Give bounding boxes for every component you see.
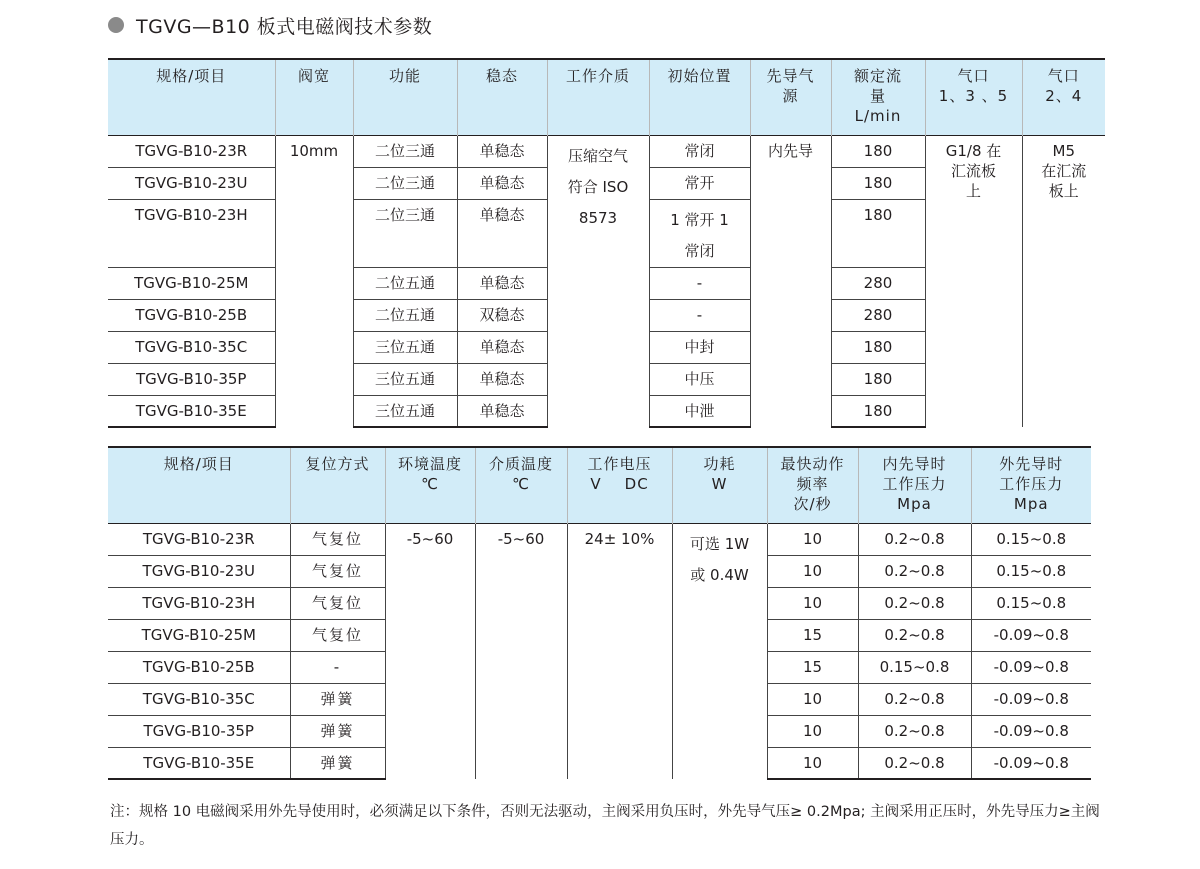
spec-table-1 <box>108 58 1105 428</box>
voltage-cell: 24± 10% <box>567 523 672 779</box>
model-cell: TGVG-B10-35C <box>108 683 290 715</box>
model-cell: TGVG-B10-35E <box>108 395 275 427</box>
header-stability: 稳态 <box>457 59 547 135</box>
header-pilot: 先导气 源 <box>750 59 831 135</box>
header-medium-temp: 介质温度 ℃ <box>475 447 567 523</box>
reset-cell: 弹簧 <box>290 715 385 747</box>
power-cell: 可选 1W 或 0.4W <box>672 523 767 779</box>
frequency-cell: 10 <box>767 555 858 587</box>
model-cell: TGVG-B10-35P <box>108 715 290 747</box>
outer-pressure-cell: -0.09~0.8 <box>971 747 1091 779</box>
header-reset: 复位方式 <box>290 447 385 523</box>
position-cell: 中封 <box>649 331 750 363</box>
section-title <box>108 10 432 40</box>
table1-header-row <box>108 59 1105 135</box>
frequency-cell: 10 <box>767 715 858 747</box>
header-port-24: 气口 2、4 <box>1022 59 1105 135</box>
title-text: TGVG—B10 板式电磁阀技术参数 <box>136 15 433 38</box>
model-cell: TGVG-B10-23H <box>108 587 290 619</box>
flow-cell: 180 <box>831 167 925 199</box>
inner-pressure-cell: 0.2~0.8 <box>858 747 971 779</box>
model-cell: TGVG-B10-25M <box>108 619 290 651</box>
function-cell: 三位五通 <box>353 363 457 395</box>
function-cell: 三位五通 <box>353 331 457 363</box>
model-cell: TGVG-B10-25B <box>108 299 275 331</box>
model-cell: TGVG-B10-35C <box>108 331 275 363</box>
inner-pressure-cell: 0.2~0.8 <box>858 683 971 715</box>
stability-cell: 单稳态 <box>457 135 547 167</box>
position-cell: - <box>649 267 750 299</box>
header-outer-pressure: 外先导时 工作压力 Mpa <box>971 447 1091 523</box>
table-row <box>108 135 1105 167</box>
function-cell: 二位三通 <box>353 135 457 167</box>
pilot-cell: 内先导 <box>750 135 831 427</box>
header-medium: 工作介质 <box>547 59 649 135</box>
function-cell: 二位三通 <box>353 167 457 199</box>
table-row <box>108 523 1091 555</box>
header-port-135: 气口 1、3 、5 <box>925 59 1022 135</box>
model-cell: TGVG-B10-25B <box>108 651 290 683</box>
frequency-cell: 10 <box>767 587 858 619</box>
header-frequency: 最快动作 频率 次/秒 <box>767 447 858 523</box>
header-model: 规格/项目 <box>108 59 275 135</box>
medium-cell: 压缩空气 符合 ISO 8573 <box>547 135 649 427</box>
position-cell: 1 常开 1 常闭 <box>649 199 750 267</box>
header-width: 阀宽 <box>275 59 353 135</box>
header-position: 初始位置 <box>649 59 750 135</box>
inner-pressure-cell: 0.2~0.8 <box>858 715 971 747</box>
stability-cell: 单稳态 <box>457 331 547 363</box>
stability-cell: 双稳态 <box>457 299 547 331</box>
model-cell: TGVG-B10-23R <box>108 523 290 555</box>
outer-pressure-cell: -0.09~0.8 <box>971 651 1091 683</box>
reset-cell: 气复位 <box>290 587 385 619</box>
model-cell: TGVG-B10-23H <box>108 199 275 267</box>
reset-cell: 气复位 <box>290 555 385 587</box>
function-cell: 二位三通 <box>353 199 457 267</box>
stability-cell: 单稳态 <box>457 395 547 427</box>
flow-cell: 180 <box>831 395 925 427</box>
flow-cell: 280 <box>831 299 925 331</box>
function-cell: 三位五通 <box>353 395 457 427</box>
header-function: 功能 <box>353 59 457 135</box>
stability-cell: 单稳态 <box>457 199 547 267</box>
frequency-cell: 10 <box>767 523 858 555</box>
position-cell: - <box>649 299 750 331</box>
header-inner-pressure: 内先导时 工作压力 Mpa <box>858 447 971 523</box>
outer-pressure-cell: 0.15~0.8 <box>971 523 1091 555</box>
reset-cell: 弹簧 <box>290 747 385 779</box>
port-24-cell: M5 在汇流 板上 <box>1022 135 1105 427</box>
function-cell: 二位五通 <box>353 299 457 331</box>
flow-cell: 180 <box>831 199 925 267</box>
inner-pressure-cell: 0.2~0.8 <box>858 555 971 587</box>
header-power: 功耗 W <box>672 447 767 523</box>
inner-pressure-cell: 0.2~0.8 <box>858 523 971 555</box>
flow-cell: 280 <box>831 267 925 299</box>
model-cell: TGVG-B10-23U <box>108 555 290 587</box>
medium-temp-cell: -5~60 <box>475 523 567 779</box>
frequency-cell: 15 <box>767 619 858 651</box>
footnote: 注：规格 10 电磁阀采用外先导使用时，必须满足以下条件，否则无法驱动，主阀采用负压时，外先导气压≥ 0.2Mpa; 主阀采用正压时，外先导压力≥主阀压力。 <box>110 804 1100 848</box>
outer-pressure-cell: -0.09~0.8 <box>971 619 1091 651</box>
table2-header-row <box>108 447 1091 523</box>
frequency-cell: 10 <box>767 747 858 779</box>
function-cell: 二位五通 <box>353 267 457 299</box>
stability-cell: 单稳态 <box>457 267 547 299</box>
spec-table-2 <box>108 446 1091 780</box>
flow-cell: 180 <box>831 135 925 167</box>
inner-pressure-cell: 0.15~0.8 <box>858 651 971 683</box>
flow-cell: 180 <box>831 363 925 395</box>
outer-pressure-cell: -0.09~0.8 <box>971 715 1091 747</box>
outer-pressure-cell: -0.09~0.8 <box>971 683 1091 715</box>
outer-pressure-cell: 0.15~0.8 <box>971 555 1091 587</box>
model-cell: TGVG-B10-35E <box>108 747 290 779</box>
inner-pressure-cell: 0.2~0.8 <box>858 587 971 619</box>
reset-cell: 气复位 <box>290 619 385 651</box>
reset-cell: - <box>290 651 385 683</box>
port-135-cell: G1/8 在 汇流板 上 <box>925 135 1022 427</box>
header-ambient-temp: 环境温度 ℃ <box>385 447 475 523</box>
reset-cell: 气复位 <box>290 523 385 555</box>
header-flow: 额定流 量 L/min <box>831 59 925 135</box>
reset-cell: 弹簧 <box>290 683 385 715</box>
ambient-temp-cell: -5~60 <box>385 523 475 779</box>
outer-pressure-cell: 0.15~0.8 <box>971 587 1091 619</box>
header-model: 规格/项目 <box>108 447 290 523</box>
model-cell: TGVG-B10-23R <box>108 135 275 167</box>
flow-cell: 180 <box>831 331 925 363</box>
frequency-cell: 10 <box>767 683 858 715</box>
inner-pressure-cell: 0.2~0.8 <box>858 619 971 651</box>
position-cell: 常闭 <box>649 135 750 167</box>
position-cell: 中泄 <box>649 395 750 427</box>
header-voltage: 工作电压 V DC <box>567 447 672 523</box>
bullet-circle-icon <box>108 17 124 33</box>
width-cell: 10mm <box>275 135 353 427</box>
stability-cell: 单稳态 <box>457 167 547 199</box>
model-cell: TGVG-B10-25M <box>108 267 275 299</box>
stability-cell: 单稳态 <box>457 363 547 395</box>
frequency-cell: 15 <box>767 651 858 683</box>
position-cell: 常开 <box>649 167 750 199</box>
model-cell: TGVG-B10-23U <box>108 167 275 199</box>
model-cell: TGVG-B10-35P <box>108 363 275 395</box>
position-cell: 中压 <box>649 363 750 395</box>
